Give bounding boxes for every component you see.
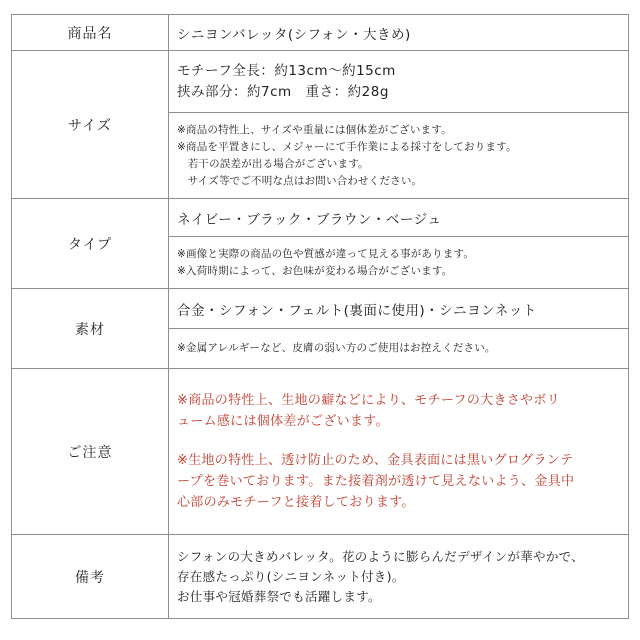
caution-line-4: ープを巻いております。また接着剤が透けて見えないよう、金具中 bbox=[177, 474, 575, 489]
remarks-line-1: シフォンの大きめバレッタ。花のように膨らんだデザインが華やかで、 bbox=[177, 548, 584, 564]
caution-line-1: ※商品の特性上、生地の癖などにより、モチーフの大きさやボリ bbox=[177, 393, 560, 408]
size-clip-weight-line: 挟み部分：約7cm 重さ：約28g bbox=[177, 83, 389, 100]
value-type: ネイビー・ブラック・ブラウン・ベージュ bbox=[169, 199, 629, 237]
notes-size bbox=[169, 113, 629, 199]
product-spec-table bbox=[11, 14, 629, 619]
remarks-line-3: お仕事や冠婚葬祭でも活躍します。 bbox=[177, 588, 381, 604]
value-caution bbox=[169, 369, 629, 535]
value-remarks bbox=[169, 535, 629, 619]
value-size bbox=[169, 51, 629, 113]
material-note: ※金属アレルギーなど、皮膚の弱い方のご使用はお控えください。 bbox=[177, 342, 496, 354]
label-material: 素材 bbox=[12, 289, 169, 369]
caution-line-3: ※生地の特性上、透け防止のため、金具表面には黒いグログランテ bbox=[177, 453, 574, 468]
row-type-main bbox=[12, 199, 629, 237]
caution-line-5: 心部のみモチーフと接着しております。 bbox=[177, 495, 415, 510]
remarks-line-2: 存在感たっぷり(シニヨンネット付き)。 bbox=[177, 568, 405, 584]
type-note-2: ※入荷時期によって、お色味が変わる場合がございます。 bbox=[177, 264, 453, 277]
notes-material bbox=[169, 329, 629, 369]
caution-paragraph-gap bbox=[177, 432, 628, 450]
size-note-3: 若干の誤差が出る場合がございます。 bbox=[177, 157, 369, 170]
row-product-name bbox=[12, 15, 629, 51]
size-length-line: モチーフ全長：約13cm〜約15cm bbox=[177, 62, 396, 79]
row-material-main bbox=[12, 289, 629, 329]
notes-type bbox=[169, 237, 629, 289]
row-caution bbox=[12, 369, 629, 535]
size-note-2: ※商品を平置きにし、メジャーにて手作業による採寸をしております。 bbox=[177, 140, 517, 153]
type-note-1: ※画像と実際の商品の色や質感が違って見える事があります。 bbox=[177, 247, 475, 260]
label-remarks: 備考 bbox=[12, 535, 169, 619]
size-note-1: ※商品の特性上、サイズや重量には個体差がございます。 bbox=[177, 123, 452, 136]
label-product-name: 商品名 bbox=[12, 15, 169, 51]
caution-line-2: ューム感には個体差がございます。 bbox=[177, 414, 389, 429]
row-remarks bbox=[12, 535, 629, 619]
label-type: タイプ bbox=[12, 199, 169, 289]
label-caution: ご注意 bbox=[12, 369, 169, 535]
row-size-main bbox=[12, 51, 629, 113]
value-product-name: シニヨンバレッタ(シフォン・大きめ) bbox=[169, 15, 629, 51]
label-size: サイズ bbox=[12, 51, 169, 199]
size-note-4: サイズ等でご不明な点はお問い合わせください。 bbox=[177, 174, 423, 187]
value-material: 合金・シフォン・フェルト(裏面に使用)・シニヨンネット bbox=[169, 289, 629, 329]
